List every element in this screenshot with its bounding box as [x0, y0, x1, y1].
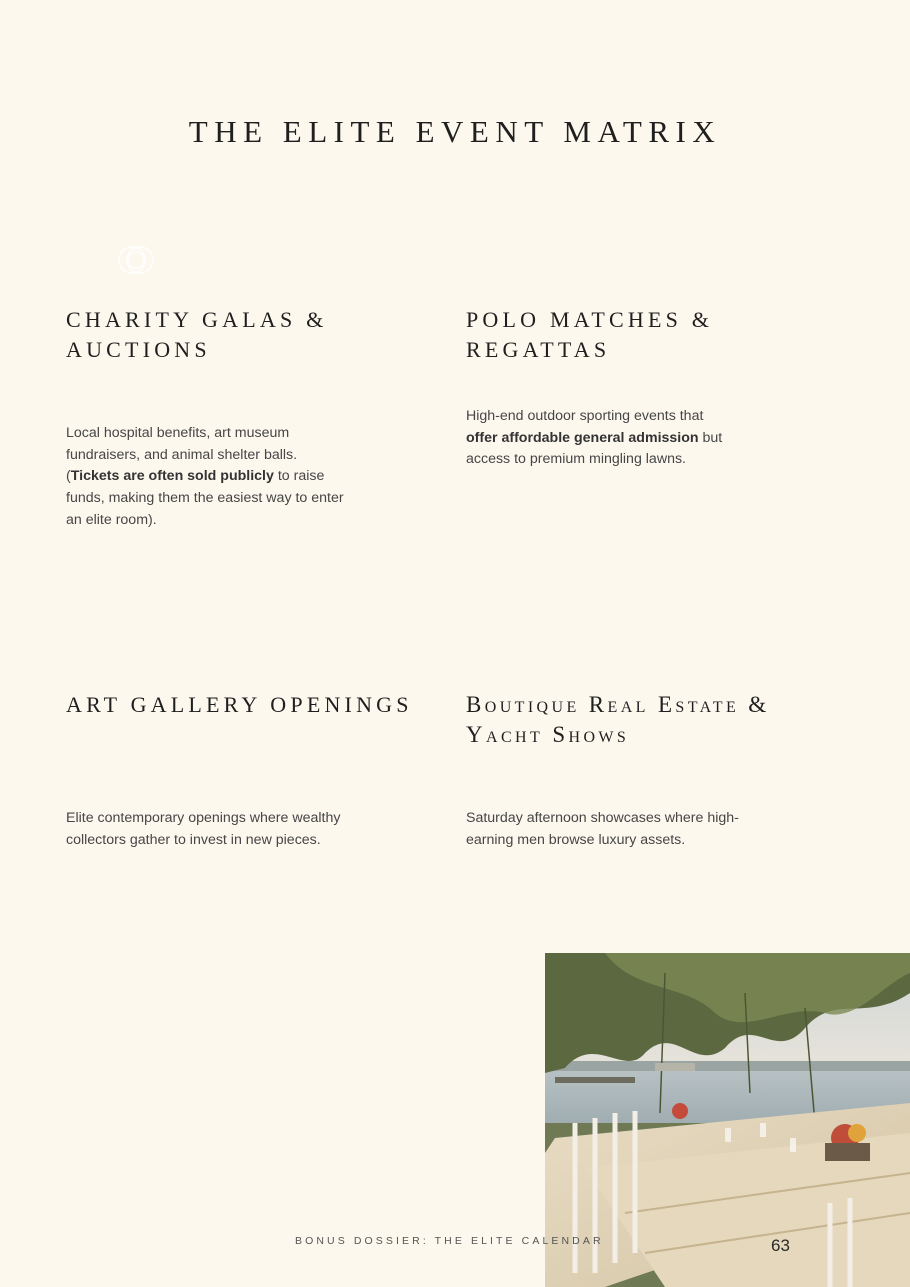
section-heading-polo-matches — [466, 305, 713, 365]
body-text: but access to premium mingling lawns. — [466, 429, 723, 468]
body-text: Local hospital benefits, art museum fundraisers, and animal shelter balls. ( — [66, 425, 298, 485]
body-emphasis: offer affordable general admission — [466, 429, 699, 446]
heading-line: ART GALLERY OPENINGS — [66, 692, 413, 717]
page-number: 63 — [771, 1236, 790, 1255]
heading-line: AUCTIONS — [66, 337, 211, 362]
section-heading-real-estate-yacht — [466, 690, 770, 750]
section-body-charity-galas — [66, 423, 346, 532]
section-body-polo-matches — [466, 406, 726, 471]
heading-line: Boutique Real Estate & — [466, 692, 770, 717]
section-heading-charity-galas — [66, 305, 327, 365]
body-text: Elite contemporary openings where wealthy collectors gather to invest in new pieces. — [66, 810, 341, 848]
body-text: Saturday afternoon showcases where high-earning men browse luxury assets. — [466, 810, 739, 848]
page-title: THE ELITE EVENT MATRIX — [188, 114, 722, 149]
body-emphasis: Tickets are often sold publicly — [70, 468, 274, 485]
section-body-art-gallery — [66, 808, 346, 851]
interlocking-rings-icon — [115, 243, 161, 277]
footer-title: BONUS DOSSIER: THE ELITE CALENDAR — [295, 1235, 604, 1247]
body-text: to raise funds, making them the easiest way to enter an elite room). — [66, 468, 344, 528]
body-text: High-end outdoor sporting events that — [466, 408, 704, 424]
heading-line: CHARITY GALAS & — [66, 307, 328, 332]
heading-line: REGATTAS — [466, 337, 611, 362]
section-body-real-estate-yacht — [466, 808, 766, 851]
heading-line: Yacht Shows — [466, 722, 630, 747]
heading-line: POLO MATCHES & — [466, 307, 714, 332]
section-heading-art-gallery — [66, 690, 413, 720]
